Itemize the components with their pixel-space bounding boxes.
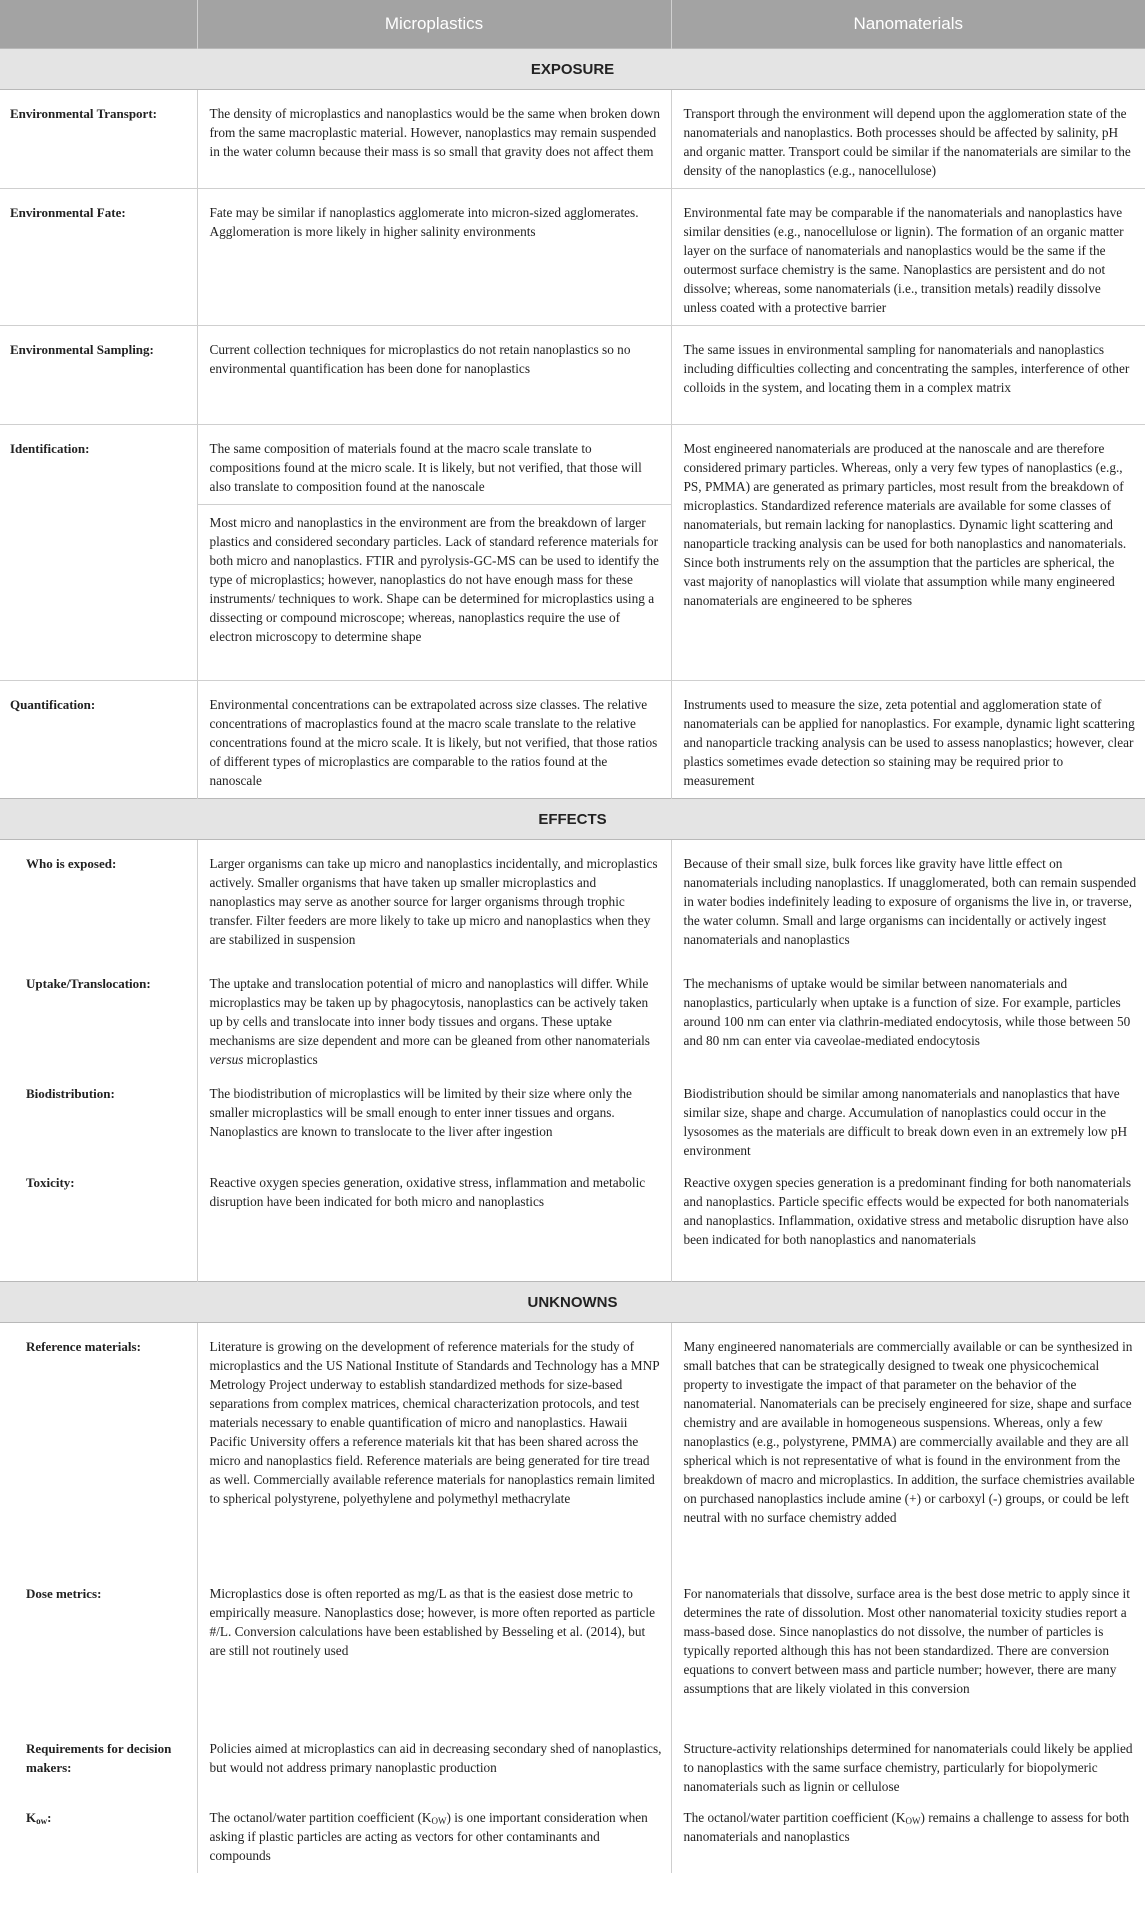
table-row [0,1169,1145,1282]
kow-micro-sub: OW [431,1815,447,1826]
row-label: Identification: [0,425,197,681]
micro-cell: The same composition of materials found at the macro scale translate to compositions found at the micro scale. It is likely, but not verified, that those will also translate to composition found at the nanoscale [197,425,671,505]
row-label: Uptake/Translocation: [26,975,151,991]
nano-cell: Many engineered nanomaterials are commercially available or can be synthesized in small batches that can be strategically designed to tweak one physicochemical property to investigate the impact of that parameter on the behavior of the nanomaterial. Nanomaterials can be precisely engineered for size, shape and surface chemistry and are available in homogeneous suspensions. Whereas, only a few nanoplastics (e.g., polystyrene, PMMA) are commercially available and they are all spherical which is not representative of what is found in the environment from the breakdown of macro and microplastics. In addition, the surface chemistries available on purchased nanoplastics include amine (+) or carboxyl (-) groups, or could be left neutral with no surface chemistry added [683,1339,1135,1525]
table-row [0,189,1145,326]
table-row [0,1804,1145,1873]
table-row [0,425,1145,505]
table-row [0,1080,1145,1169]
row-label: Biodistribution: [26,1085,115,1101]
column-header-microplastics: Microplastics [197,0,671,49]
column-header-nanomaterials: Nanomaterials [671,0,1145,49]
nano-cell: Biodistribution should be similar among nanomaterials and nanoplastics that have similar size, shape and charge. Accumulation of nanoplastics could occur in the lysosomes as the materials are difficult to break down even in an extremely low pH environment [683,1085,1128,1158]
micro-cell: Literature is growing on the development of reference materials for the study of microplastics and the US National Institute of Standards and Technology has a MNP Metrology Project underway to establish standardized methods for size-based separations from complex matrices, chemical characterization protocols, and test materials necessary to enable quantification of micro and nanoplastics. Hawaii Pacific University offers a reference materials kit that has been shared across the micro and nanoplastics field. Reference materials are being generated for tire tread as well. Commercially available reference materials for nanoplastics remain limited to spherical polystyrene, polyethylene and polymethyl methacrylate [197,1323,671,1570]
row-label: Requirements for decision makers: [26,1740,172,1775]
nano-cell: Because of their small size, bulk forces like gravity have little effect on nanomaterials including nanoplastics. If unagglomerated, both can remain suspended in water bodies indefinitely leading to exposure of organisms the live in, or traverse, the water column. Small and large organisms can incidentally or actively ingest nanomaterials and nanoplastics [683,856,1137,947]
table-row [0,326,1145,425]
micro-cell: Microplastics dose is often reported as mg/L as that is the easiest dose metric to empirically measure. Nanoplastics dose; however, is more often reported as particle #/L. Conversion calculations have been established by Besseling et al. (2014), but are still not routinely used [197,1570,671,1735]
nano-cell: For nanomaterials that dissolve, surface area is the best dose metric to apply since it determines the rate of dissolution. Most other nanomaterial toxicity studies report a mass-based dose. Since nanoplastics do not dissolve, the number of particles is typically reported although this has not been standardized. There are conversion equations to convert between mass and particle number; however, there are many assumptions that are likely violated in this conversion [683,1585,1130,1696]
row-label: Environmental Transport: [0,90,197,189]
table-row [0,840,1145,970]
kow-label-sub: ow [36,1815,48,1826]
nano-cell: The same issues in environmental sampling for nanomaterials and nanoplastics including difficulties collecting and concentrating the samples, interference of other colloids in the system, and locating them in a complex matrix [671,326,1145,425]
micro-cell [197,1804,671,1873]
kow-nano-a: The octanol/water partition coefficient (K [683,1809,906,1825]
nano-cell: The mechanisms of uptake would be similar between nanomaterials and nanoplastics, particularly when uptake is a function of size. For example, particles around 100 nm can enter via clathrin-mediated endocytosis, while those between 50 and 80 nm can enter via caveolae-mediated endocytosis [683,975,1131,1048]
row-label: Who is exposed: [26,856,117,871]
row-label: Environmental Fate: [0,189,197,326]
kow-label-main: K [26,1809,37,1825]
table-row [0,681,1145,799]
micro-cell: The density of microplastics and nanoplastics would be the same when broken down from the same macroplastic material. However, nanoplastics may remain suspended in the water column because their mass is so small that gravity does not affect them [197,90,671,189]
row-label: Reference materials: [26,1339,141,1354]
row-label: Environmental Sampling: [0,326,197,425]
micro-cell: Policies aimed at microplastics can aid in decreasing secondary shed of nanoplastics, but would not address primary nanoplastic production [197,1735,671,1804]
micro-cell [197,970,671,1080]
row-label [0,1804,197,1873]
kow-micro-a: The octanol/water partition coefficient (K [209,1809,432,1825]
section-row [0,49,1145,90]
micro-cell: Most micro and nanoplastics in the environment are from the breakdown of larger plastics and considered secondary particles. Lack of standard reference materials for both micro and nanoplastics. FTIR and pyrolysis-GC-MS can be used to identify the type of microplastics; however, nanoplastics do not have enough mass for these instruments/ techniques to work. Shape can be determined for microplastics using a dissecting or compound microscope; whereas, nanoplastics require the use of electron microscopy to determine shape [197,505,671,681]
nano-cell: Reactive oxygen species generation is a predominant finding for both nanomaterials and nanoplastics. Particle specific effects would be expected for both nanomaterials and nanoplastics. Inflammation, oxidative stress and metabolic disruption have also been indicated for both nanoplastics and nanomaterials [683,1174,1132,1247]
section-title-effects: EFFECTS [0,799,1145,840]
section-title-unknowns: UNKNOWNS [0,1282,1145,1323]
kow-label-end: : [47,1809,52,1825]
nano-cell: Instruments used to measure the size, zeta potential and agglomeration state of nanomaterials can be applied for nanoplastics. For example, dynamic light scattering and nanoparticle tracking analysis can be used to assess nanoplastics; however, clear plastics sometimes evade detection so staining may be required prior to measurement [683,697,1135,788]
micro-cell: Fate may be similar if nanoplastics agglomerate into micron-sized agglomerates. Agglomeration is more likely in higher salinity environments [197,189,671,326]
nano-cell: Transport through the environment will depend upon the agglomeration state of the nanomaterials and nanoplastics. Both processes should be affected by salinity, pH and organic matter. Transport could be similar if the nanomaterials are similar to the density of the nanoplastics (e.g., nanocellulose) [671,90,1145,189]
table-row [0,970,1145,1080]
nano-cell: Most engineered nanomaterials are produced at the nanoscale and are therefore considered primary particles. Whereas, only a very few types of nanoplastics (e.g., PS, PMMA) are generated as primary particles, most result from the breakdown of microplastics. Standardized reference materials are available for some classes of nanomaterials, but remain lacking for nanoplastics. Dynamic light scattering and nanoparticle tracking analysis can be used for both nanoplastics and nanomaterials. Since both instruments rely on the assumption that the particles are spherical, the vast majority of nanoplastics will violate that assumption while many engineered nanomaterials are engineered to be spheres [671,425,1145,681]
nano-cell: Environmental fate may be comparable if the nanomaterials and nanoplastics have similar densities (e.g., nanocellulose or lignin). The formation of an organic matter layer on the surface of nanomaterials and nanoplastics would be the same if the outermost surface chemistry is the same. Nanoplastics are persistent and do not dissolve; whereas, some nanomaterials (i.e., transition metals) readily dissolve unless coated with a protective barrier [671,189,1145,326]
micro-text-a: The uptake and translocation potential of micro and nanoplastics will differ. While microplastics may be taken up by phagocytosis, nanoplastics can be actively taken up by cells and translocate into inner body tissues and organs. These uptake mechanisms are size dependent and more can be gleaned from other nanomaterials [209,975,650,1048]
row-label: Quantification: [10,697,96,712]
micro-cell: Reactive oxygen species generation, oxidative stress, inflammation and metabolic disruption have been indicated for both micro and nanoplastics [197,1169,671,1282]
micro-text-b: microplastics [243,1051,318,1067]
micro-cell: Current collection techniques for microplastics do not retain nanoplastics so no environmental quantification has been done for nanoplastics [197,326,671,425]
table-row [0,1323,1145,1570]
nano-cell: Structure-activity relationships determined for nanomaterials could likely be applied to nanoplastics with the same surface chemistry, particularly for biopolymeric nanomaterials such as lignin or cellulose [683,1740,1133,1794]
micro-cell: The biodistribution of microplastics will be limited by their size where only the smaller microplastics will be small enough to enter inner tissues and organs. Nanoplastics are known to translocate to the liver after ingestion [197,1080,671,1169]
section-row [0,1282,1145,1323]
table-row [0,90,1145,189]
table-row [0,1735,1145,1804]
micro-cell: Larger organisms can take up micro and nanoplastics incidentally, and microplastics actively. Smaller organisms that have taken up smaller microplastics and nanoplastics may serve as another source for larger organisms through trophic transfer. Filter feeders are more likely to take up micro and nanoplastics when they are stabilized in suspension [197,840,671,970]
kow-micro-b: ) is one important consideration when asking if plastic particles are acting as vectors for other contaminants and compounds [209,1809,648,1863]
row-label: Toxicity: [26,1174,75,1190]
table-row [0,1570,1145,1735]
row-label: Dose metrics: [26,1585,102,1601]
header-blank [0,0,197,49]
header-row [0,0,1145,49]
kow-nano-b: ) remains a challenge to assess for both nanomaterials and nanoplastics [683,1809,1130,1844]
kow-nano-sub: OW [905,1815,921,1826]
nano-cell [671,1804,1145,1873]
micro-cell: Environmental concentrations can be extrapolated across size classes. The relative concentrations of macroplastics found at the macro scale translate to the relative concentrations found at the micro scale. It is likely, but not verified, that those ratios of different types of microplastics are comparable to the ratios found at the nanoscale [197,681,671,799]
section-title-exposure: EXPOSURE [0,49,1145,90]
micro-text-italic: versus [209,1051,244,1067]
section-row [0,799,1145,840]
